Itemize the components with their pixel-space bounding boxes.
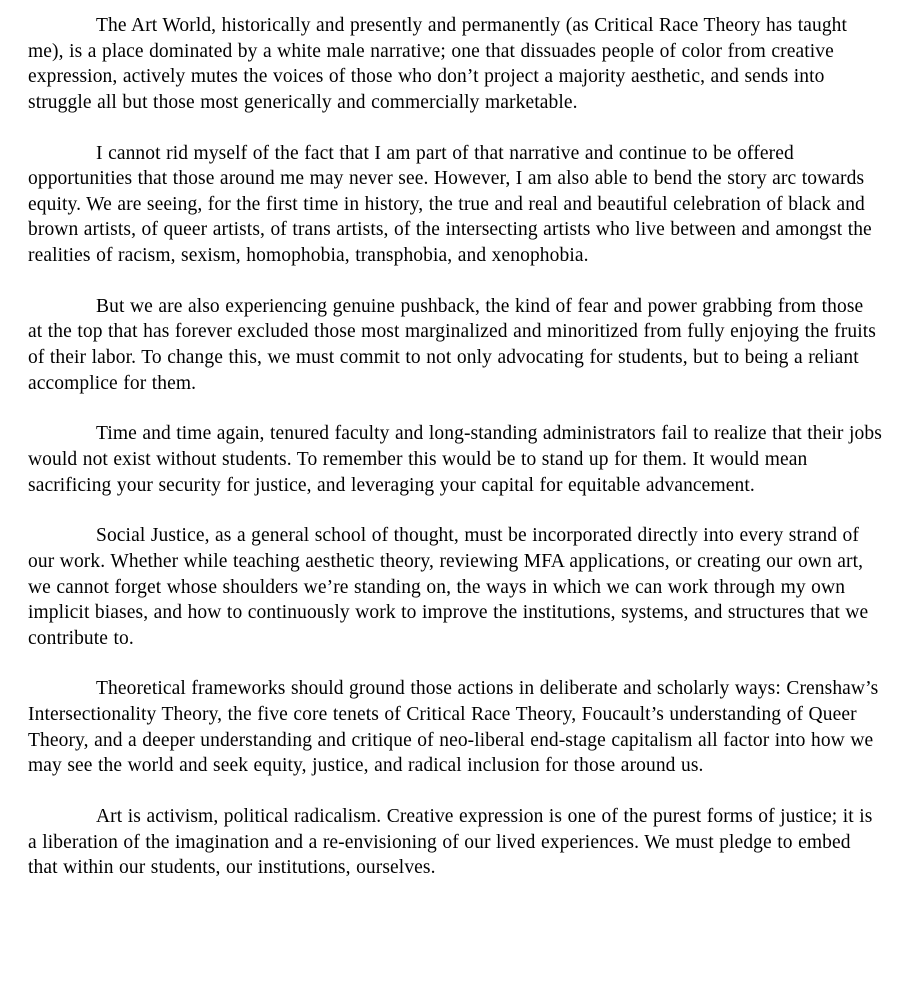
paragraph-tenured-faculty: Time and time again, tenured faculty and long-standing administrators fail to realize that their jobs would not exist without students. To remember this would be to stand up for them. It would mean sacrificing your security for justice, and leveraging your capital for equitable advancement. [28,423,882,496]
paragraph-art-is-activism: Art is activism, political radicalism. Creative expression is one of the purest forms of justice; it is a liberation of the imagination and a re-envisioning of our lived experiences. We must pledge to embed that within our students, our institutions, ourselves. [28,806,873,879]
paragraph-social-justice: Social Justice, as a general school of thought, must be incorporated directly into every strand of our work. Whether while teaching aesthetic theory, reviewing MFA applications, or creating our own art, we cannot forget whose shoulders we’re standing on, the ways in which we can work through my own implicit biases, and how to continuously work to improve the institutions, systems, and structures that we contribute to. [28,525,869,649]
paragraph-pushback: But we are also experiencing genuine pushback, the kind of fear and power grabbing from those at the top that has forever excluded those most marginalized and minoritized from fully enjoying the fruits of their labor. To change this, we must commit to not only advocating for students, but to being a reliant accomplice for them. [28,295,876,394]
paragraph-theoretical-frameworks: Theoretical frameworks should ground those actions in deliberate and scholarly ways: Crenshaw’s Intersectionality Theory, the five core tenets of Critical Race Theory, Foucault’s understanding of Queer Theory, and a deeper understanding and critique of neo-liberal end-stage capitalism all factor into how we may see the world and seek equity, justice, and radical inclusion for those around us. [28,678,879,777]
paragraph-narrative: I cannot rid myself of the fact that I am part of that narrative and continue to be offered opportunities that those around me may never see. However, I am also able to bend the story arc towards equity. We are seeing, for the first time in history, the true and real and beautiful celebration of black and brown artists, of queer artists, of trans artists, of the intersecting artists who live between and amongst the realities of racism, sexism, homophobia, transphobia, and xenophobia. [28,142,872,267]
paragraph-art-world: The Art World, historically and presently and permanently (as Critical Race Theory has taught me), is a place dominated by a white male narrative; one that dissuades people of color from creative expression, actively mutes the voices of those who don’t project a majority aesthetic, and sends into struggle all but those most generically and commercially marketable. [28,15,848,113]
